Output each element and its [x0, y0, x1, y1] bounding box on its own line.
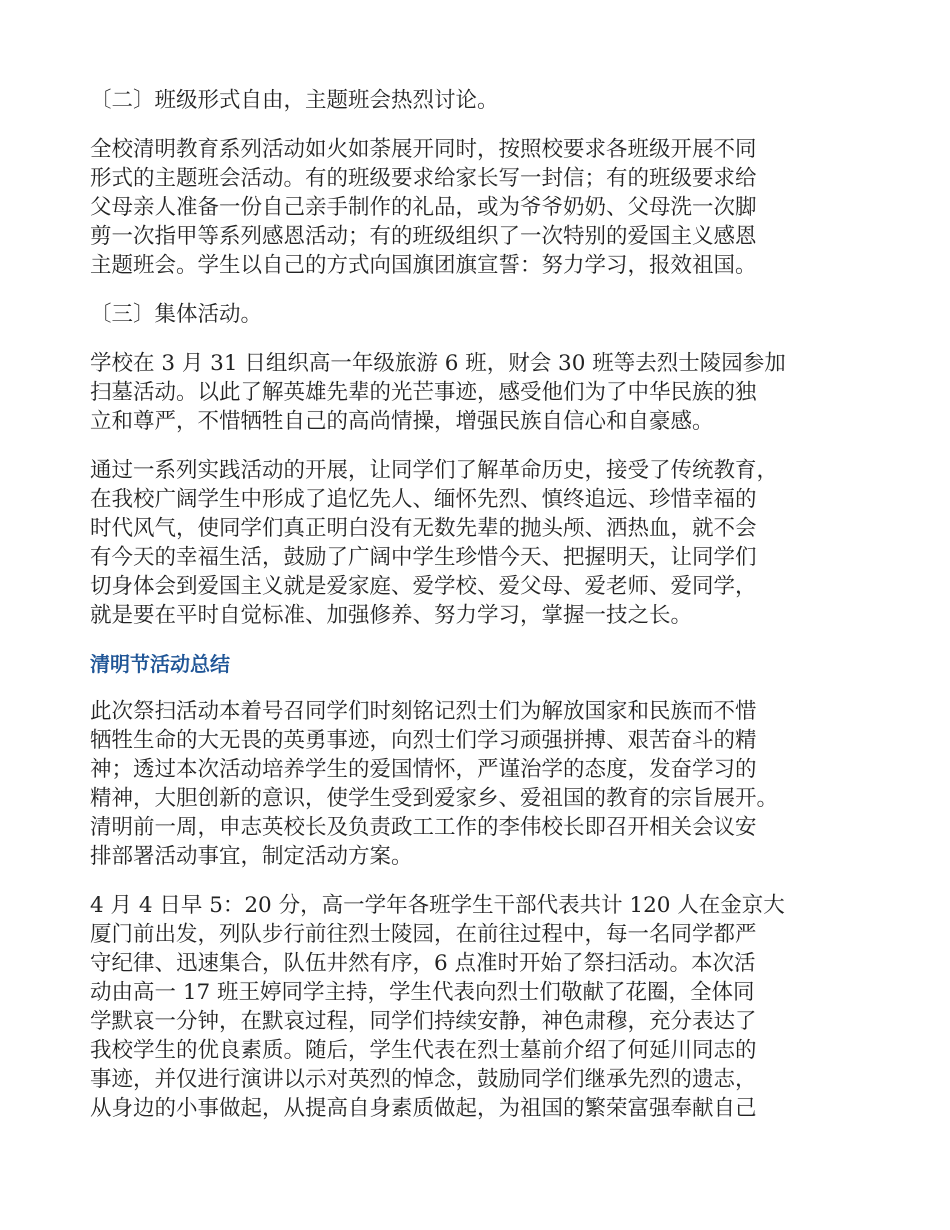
section-subheading-three: 〔三〕集体活动。 — [90, 302, 263, 327]
paragraph-class-meetings: 全校清明教育系列活动如火如荼展开同时，按照校要求各班级开展不同 形式的主题班会活动。有的班级要求给家长写一封信；有的班级要求给 父母亲人准备一份自己亲手制作的礼品，或为爷爷奶奶、父母洗一次脚 剪一次指甲等系列感恩活动；有的班级组织了一次特别的爱国主义感恩 主题班会。学生以自己的方式向国旗团旗宣誓：努力学习，报效祖国。 — [90, 137, 757, 278]
paragraph-group-activity: 学校在 3 月 31 日组织高一年级旅游 6 班，财会 30 班等去烈士陵园参加 扫墓活动。以此了解英雄先辈的光芒事迹，感受他们为了中华民族的独 立和尊严，不惜牺牲自己的高尚情操，增强民族自信心和自豪感。 — [90, 351, 786, 434]
paragraph-april-fourth: 4 月 4 日早 5：20 分，高一学年各班学生干部代表共计 120 人在金京大 厦门前出发，列队步行前往烈士陵园，在前往过程中，每一名同学都严 守纪律、迅速集合，队伍井然有序，6 点准时开始了祭扫活动。本次活 动由高一 17 班王婷同学主持，学生代表向烈士们敬献了花圈，全体同 学默哀一分钟，在默哀过程，同学们持续安静，神色肃穆，充分表达了 我校学生的优良素质。随后，学生代表在烈士墓前介绍了何延川同志的 事迹，并仅进行演讲以示对英烈的悼念，鼓励同学们继承先烈的遗志， 从身边的小事做起，从提高自身素质做起，为祖国的繁荣富强奉献自己 — [90, 893, 785, 1121]
paragraph-activity-summary: 通过一系列实践活动的开展，让同学们了解革命历史，接受了传统教育， 在我校广阔学生中形成了追忆先人、缅怀先烈、慎终追远、珍惜幸福的 时代风气，使同学们真正明白没有无数先辈的抛头颅、洒热血，就不会 有今天的幸福生活，鼓励了广阔中学生珍惜今天、把握明天，让同学们 切身体会到爱国主义就是爱家庭、爱学校、爱父母、爱老师、爱同学， 就是要在平时自觉标准、加强修养、努力学习，掌握一技之长。 — [90, 458, 779, 628]
section-heading: 清明节活动总结 — [90, 652, 230, 676]
document-page — [90, 86, 880, 1143]
section-subheading-two: 〔二〕班级形式自由，主题班会热烈讨论。 — [90, 88, 499, 113]
paragraph-tomb-sweeping: 此次祭扫活动本着号召同学们时刻铭记烈士们为解放国家和民族而不惜 牺牲生命的大无畏的英勇事迹，向烈士们学习顽强拼搏、艰苦奋斗的精 神；透过本次活动培养学生的爱国情怀，严谨治学的态度，发奋学习的 精神，大胆创新的意识，使学生受到爱家乡、爱祖国的教育的宗旨展开。 清明前一周，申志英校长及负责政工工作的李伟校长即召开相关会议安 排部署活动事宜，制定活动方案。 — [90, 699, 779, 869]
